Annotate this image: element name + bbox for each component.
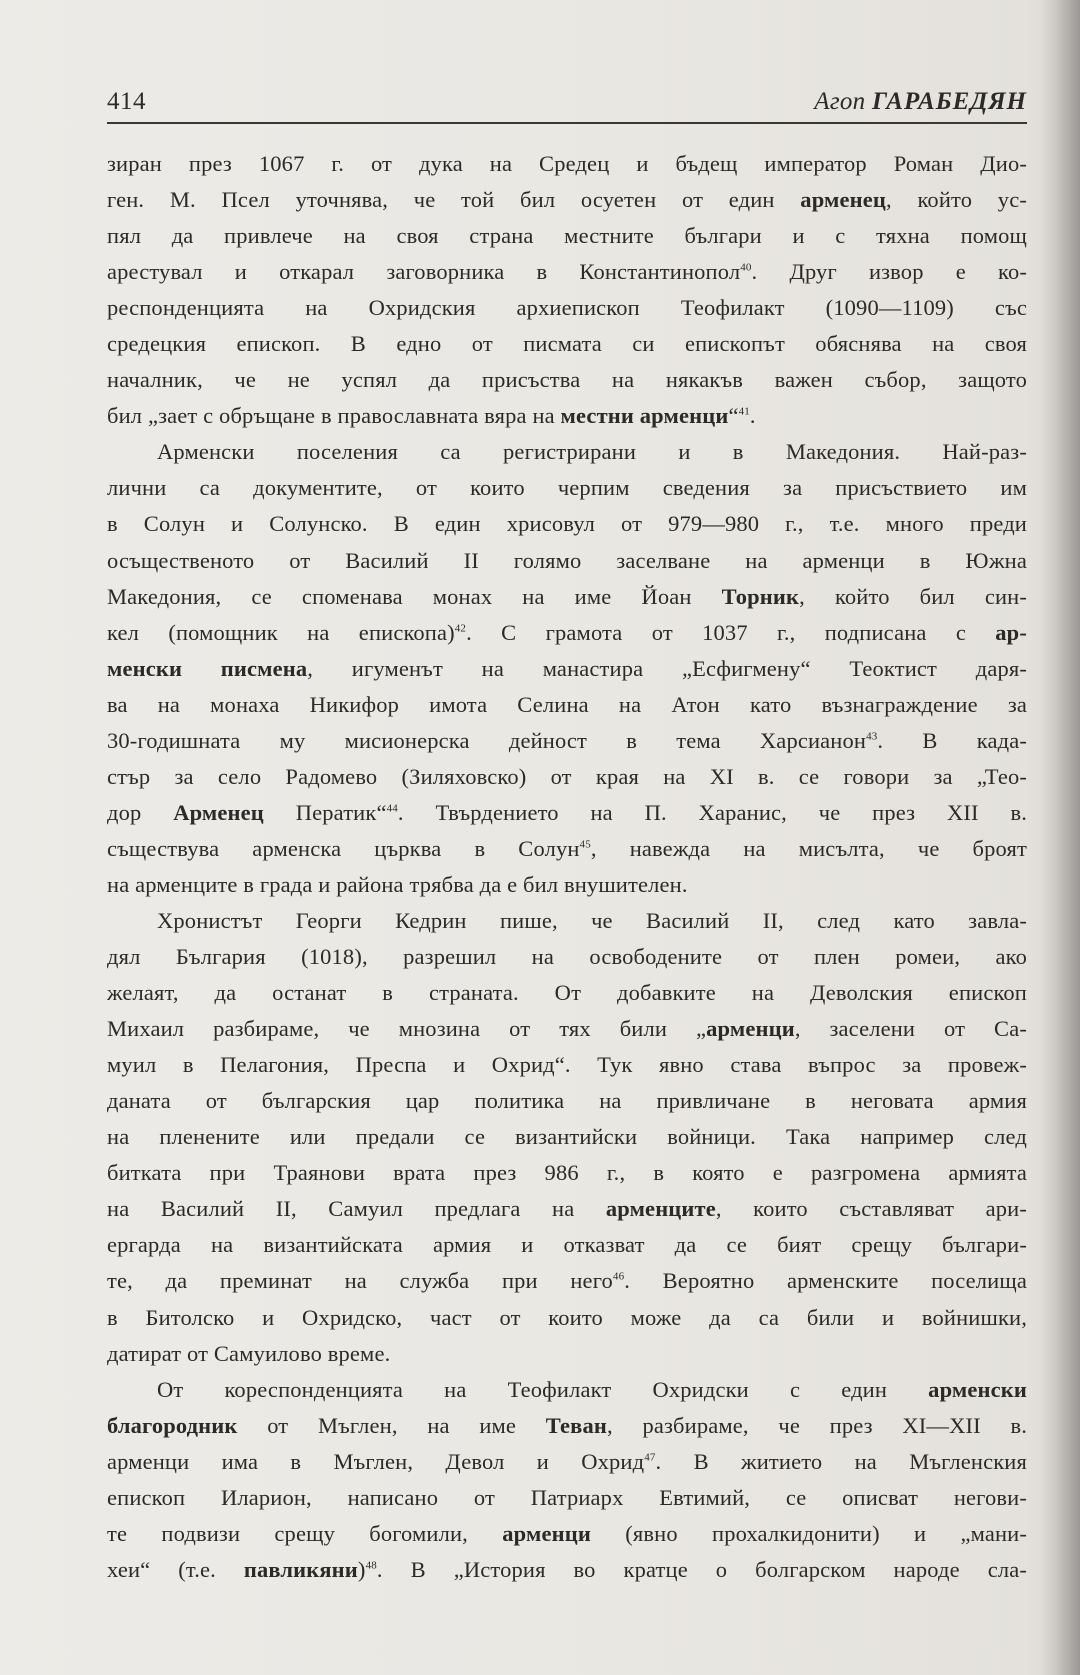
text-line <box>107 579 1027 615</box>
bold-term: арменски <box>928 1376 1027 1402</box>
text-line <box>107 326 1027 362</box>
bold-term: арменци <box>706 1016 795 1042</box>
text-line <box>107 1263 1027 1299</box>
text-line <box>107 1444 1027 1480</box>
text-line <box>107 1191 1027 1227</box>
text-run: осъщественото от Василий II голямо заселване на арменци в Южна <box>107 547 1027 573</box>
bold-term: местни арменци <box>560 403 729 429</box>
bold-term: арменците <box>605 1196 716 1222</box>
text-line <box>107 1372 1027 1408</box>
text-run: дор <box>107 799 174 825</box>
text-line <box>107 1227 1027 1263</box>
text-line <box>107 182 1027 218</box>
footnote-ref: 47 <box>644 1451 656 1464</box>
text-run: на Василий II, Самуил предлага на <box>107 1196 606 1222</box>
text-line <box>107 1516 1027 1552</box>
text-run: , навежда на мисълта, че броят <box>590 835 1027 861</box>
footnote-ref: 43 <box>866 730 878 743</box>
text-run: , които съставляват ари- <box>715 1196 1027 1222</box>
text-line <box>107 795 1027 831</box>
footnote-ref: 40 <box>740 261 752 274</box>
text-run: на арменците в града и района трябва да е бил внушителен. <box>107 871 688 897</box>
text-run: , който ус- <box>886 187 1027 213</box>
text-line <box>107 651 1027 687</box>
text-line <box>107 1300 1027 1336</box>
bold-term: благородник <box>107 1412 238 1438</box>
header-rule <box>107 122 1027 124</box>
text-run: бил „зает с обръщане в православната вяра на <box>107 403 561 429</box>
text-run: желаят, да останат в страната. От добавките на Деволския епископ <box>107 980 1027 1006</box>
text-run: от Мъглен, на име <box>237 1412 546 1438</box>
text-line <box>107 939 1027 975</box>
text-run: Ператик“ <box>263 799 387 825</box>
text-run: датират от Самуилово време. <box>107 1340 391 1366</box>
text-run: на пленените или предали се византийски войници. Така например след <box>107 1124 1027 1150</box>
text-run: . <box>749 403 756 429</box>
bold-term: менски писмена <box>107 655 308 681</box>
bold-term: павликяни <box>243 1556 358 1582</box>
text-line <box>107 759 1027 795</box>
footnote-ref: 41 <box>738 405 750 418</box>
text-run: , игуменът на манастира „Есфигмену“ Теоктист даря- <box>307 655 1027 681</box>
text-run: битката при Траянови врата през 986 г., в която е разгромена армията <box>107 1160 1027 1186</box>
text-run: . Вероятно арменските поселища <box>624 1268 1027 1294</box>
text-run: , който бил син- <box>799 583 1027 609</box>
text-line <box>107 1047 1027 1083</box>
text-line <box>107 362 1027 398</box>
text-line <box>107 543 1027 579</box>
footnote-ref: 44 <box>386 802 398 815</box>
bold-term: арменец <box>800 187 886 213</box>
text-run: респонденцията на Охридския архиепископ Теофилакт (1090—1109) със <box>107 295 1027 321</box>
text-run: ва на монаха Никифор имота Селина на Атон като възнаграждение за <box>107 691 1027 717</box>
author-surname: ГАРАБЕДЯН <box>872 88 1027 115</box>
text-line <box>107 470 1027 506</box>
text-run: (явно прохалкидонити) и „мани- <box>590 1520 1028 1546</box>
text-run: те, да преминат на служба при него <box>107 1268 613 1294</box>
text-run: . Друг извор е ко- <box>751 259 1027 285</box>
author-first-name: Агоп <box>814 88 866 115</box>
text-run: зиран през 1067 г. от дука на Средец и бъдещ император Роман Дио- <box>107 151 1027 176</box>
text-run: . В житието на Мъгленския <box>655 1448 1027 1474</box>
bold-term: Арменец <box>173 799 264 825</box>
text-run: ) <box>357 1556 366 1582</box>
text-line <box>107 975 1027 1011</box>
text-run: “ <box>728 403 739 429</box>
footnote-ref: 48 <box>365 1559 377 1572</box>
text-run: даната от българския цар политика на привличане в неговата армия <box>107 1088 1027 1114</box>
text-line <box>107 687 1027 723</box>
text-run: кел (помощник на епископа) <box>107 619 455 645</box>
text-line <box>107 615 1027 651</box>
text-run: Михаил разбираме, че мнозина от тях били „ <box>107 1016 707 1042</box>
spine-shadow <box>1040 0 1080 1675</box>
text-line <box>107 254 1027 290</box>
text-run: арестувал и откарал заговорника в Константинопол <box>107 259 741 285</box>
text-run: Хронистът Георги Кедрин пише, че Василий II, след като завла- <box>157 907 1027 933</box>
body-text <box>107 146 1027 1588</box>
text-run: те подвизи срещу богомили, <box>107 1520 503 1546</box>
text-run: , разбираме, че през XI—XII в. <box>607 1412 1027 1438</box>
footnote-ref: 42 <box>454 622 467 635</box>
text-line <box>107 723 1027 759</box>
text-line <box>107 831 1027 867</box>
text-line <box>107 1119 1027 1155</box>
text-line <box>107 1336 1027 1372</box>
text-run: муил в Пелагония, Преспа и Охрид“. Тук явно става въпрос за провеж- <box>107 1052 1027 1078</box>
footnote-ref: 45 <box>579 838 591 851</box>
text-line <box>107 218 1027 254</box>
text-run: епископ Иларион, написано от Патриарх Евтимий, се описват негови- <box>107 1484 1027 1510</box>
text-run: . В када- <box>877 727 1027 753</box>
text-run: в Солун и Солунско. В един хрисовул от 979—980 г., т.е. много преди <box>107 511 1027 537</box>
text-line <box>107 290 1027 326</box>
text-run: стър за село Радомево (Зиляховско) от края на XI в. се говори за „Тео- <box>107 763 1027 789</box>
running-head-author <box>814 88 1027 116</box>
text-line <box>107 867 1027 903</box>
text-run: средецкия епископ. В едно от писмата си епископът обяснява на своя <box>107 331 1027 357</box>
text-line <box>107 1155 1027 1191</box>
text-run: лични са документите, от които черпим сведения за присъствието им <box>107 475 1027 501</box>
text-line <box>107 903 1027 939</box>
text-run: , заселени от Са- <box>794 1016 1027 1042</box>
text-run: ергарда на византийската армия и отказват да се бият срещу българи- <box>107 1232 1027 1258</box>
text-line <box>107 1011 1027 1047</box>
text-line <box>107 146 1027 182</box>
text-run: началник, че не успял да присъства на някакъв важен събор, защото <box>107 367 1027 393</box>
bold-term: арменци <box>502 1520 591 1546</box>
text-run: 30-годишната му мисионерска дейност в тема Харсианон <box>107 727 867 753</box>
page-number: 414 <box>107 88 146 115</box>
text-run: дял България (1018), разрешил на освободените от плен ромеи, ако <box>107 944 1027 970</box>
bold-term: ар- <box>995 619 1027 645</box>
page-header <box>107 84 1027 124</box>
text-run: . С грамота от 1037 г., подписана с <box>466 619 996 645</box>
text-run: съществува арменска църква в Солун <box>107 835 580 861</box>
text-run: пял да привлече на своя страна местните българи и с тяхна помощ <box>107 223 1027 249</box>
text-run: ген. М. Псел уточнява, че той бил осуетен от един <box>107 187 801 213</box>
bold-term: Теван <box>545 1412 608 1438</box>
text-line <box>107 1552 1027 1588</box>
text-run: Арменски поселения са регистрирани и в Македония. Най-раз- <box>157 439 1027 465</box>
bold-term: Торник <box>721 583 800 609</box>
text-line <box>107 506 1027 542</box>
text-run: Македония, се споменава монах на име Йоан <box>107 583 722 609</box>
text-line <box>107 1480 1027 1516</box>
text-run: хеи“ (т.е. <box>107 1556 244 1582</box>
text-line <box>107 1083 1027 1119</box>
text-run: . В „История во кратце о болгарском народе сла- <box>376 1556 1027 1582</box>
text-line <box>107 434 1027 470</box>
text-line <box>107 398 1027 434</box>
text-line <box>107 1408 1027 1444</box>
text-run: . Твърдението на П. Харанис, че през XII в. <box>397 799 1027 825</box>
text-run: От кореспонденцията на Теофилакт Охридски с един <box>157 1376 929 1402</box>
footnote-ref: 46 <box>612 1270 625 1283</box>
text-run: в Битолско и Охридско, част от които може да са били и войнишки, <box>107 1304 1027 1330</box>
text-run: арменци има в Мъглен, Девол и Охрид <box>107 1448 645 1474</box>
